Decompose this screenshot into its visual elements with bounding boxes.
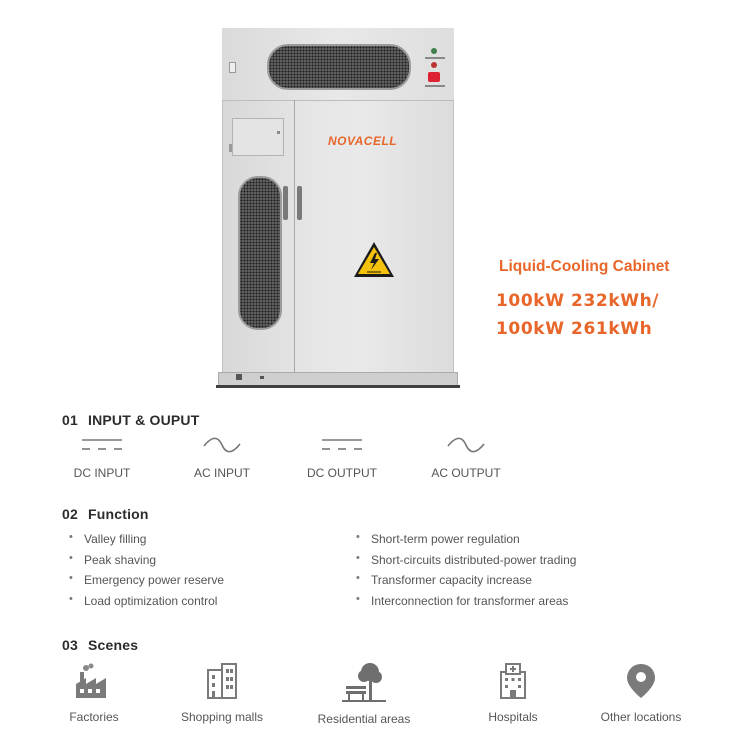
electrical-warning-icon <box>352 240 396 280</box>
section-heading: INPUT & OUPUT <box>87 412 200 428</box>
control-box-panel <box>232 118 284 156</box>
list-item: • Load optimization control <box>69 594 224 615</box>
section-heading: Function <box>87 506 149 522</box>
dc-icon <box>320 436 364 454</box>
hospital-icon <box>493 662 533 700</box>
section-number: 01 <box>62 412 78 428</box>
scene-label: Residential areas <box>317 712 411 726</box>
red-indicator-light <box>431 62 437 68</box>
top-vent-grille <box>267 44 411 90</box>
io-dc-input <box>47 436 157 480</box>
io-label: DC INPUT <box>73 466 131 480</box>
side-vent-grille <box>238 176 282 330</box>
scene-other-locations <box>581 662 701 724</box>
scene-hospitals <box>453 662 573 724</box>
scene-factories <box>34 662 154 724</box>
cabinet-base <box>218 372 458 386</box>
door-handle-left <box>283 186 288 220</box>
list-item: • Interconnection for transformer areas <box>356 594 576 615</box>
base-foot-left <box>236 374 242 380</box>
tree-bench-icon <box>342 662 386 702</box>
base-foot-mark <box>260 376 264 379</box>
section-scenes-title <box>62 637 138 653</box>
product-name: Liquid-Cooling Cabinet <box>499 258 670 275</box>
section-io-title <box>62 412 199 428</box>
cabinet-image <box>222 28 454 388</box>
io-ac-output <box>411 436 521 480</box>
building-icon <box>202 662 242 700</box>
scene-label: Hospitals <box>488 710 538 724</box>
ac-icon <box>200 436 244 454</box>
panel-hinge <box>229 144 232 152</box>
indicator-label <box>425 57 445 59</box>
list-item: • Short-term power regulation <box>356 532 576 553</box>
scene-shopping-malls <box>162 662 282 724</box>
factory-icon <box>74 662 114 700</box>
scene-residential-areas <box>304 662 424 726</box>
product-spec-line-2: 100kW 261kWh <box>496 319 653 339</box>
function-list-left <box>69 532 224 614</box>
section-number: 03 <box>62 637 78 653</box>
io-label: AC OUTPUT <box>431 466 501 480</box>
emergency-stop-button <box>428 72 440 82</box>
list-item: • Transformer capacity increase <box>356 573 576 594</box>
brand-logo: NOVACELL <box>328 134 398 148</box>
scene-label: Shopping malls <box>180 710 264 724</box>
green-indicator-light <box>431 48 437 54</box>
io-label: DC OUTPUT <box>307 466 377 480</box>
product-spec-line-1: 100kW 232kWh/ <box>496 291 660 311</box>
panel-lock-dot <box>277 131 280 134</box>
io-dc-output <box>287 436 397 480</box>
estop-label <box>425 85 445 87</box>
section-function-title <box>62 506 149 522</box>
location-pin-icon <box>621 662 661 700</box>
section-number: 02 <box>62 506 78 522</box>
cabinet-floor-line <box>216 385 460 388</box>
io-ac-input <box>167 436 277 480</box>
list-item: • Peak shaving <box>69 553 224 574</box>
dc-icon <box>80 436 124 454</box>
cabinet-latch <box>229 62 236 73</box>
function-list-right <box>356 532 576 614</box>
scene-label: Other locations <box>600 710 682 724</box>
section-heading: Scenes <box>87 637 139 653</box>
ac-icon <box>444 436 488 454</box>
door-split-line <box>294 100 295 384</box>
list-item: • Emergency power reserve <box>69 573 224 594</box>
list-item: • Valley filling <box>69 532 224 553</box>
io-label: AC INPUT <box>193 466 250 480</box>
scene-label: Factories <box>69 710 119 724</box>
door-handle-right <box>297 186 302 220</box>
list-item: • Short-circuits distributed-power trading <box>356 553 576 574</box>
